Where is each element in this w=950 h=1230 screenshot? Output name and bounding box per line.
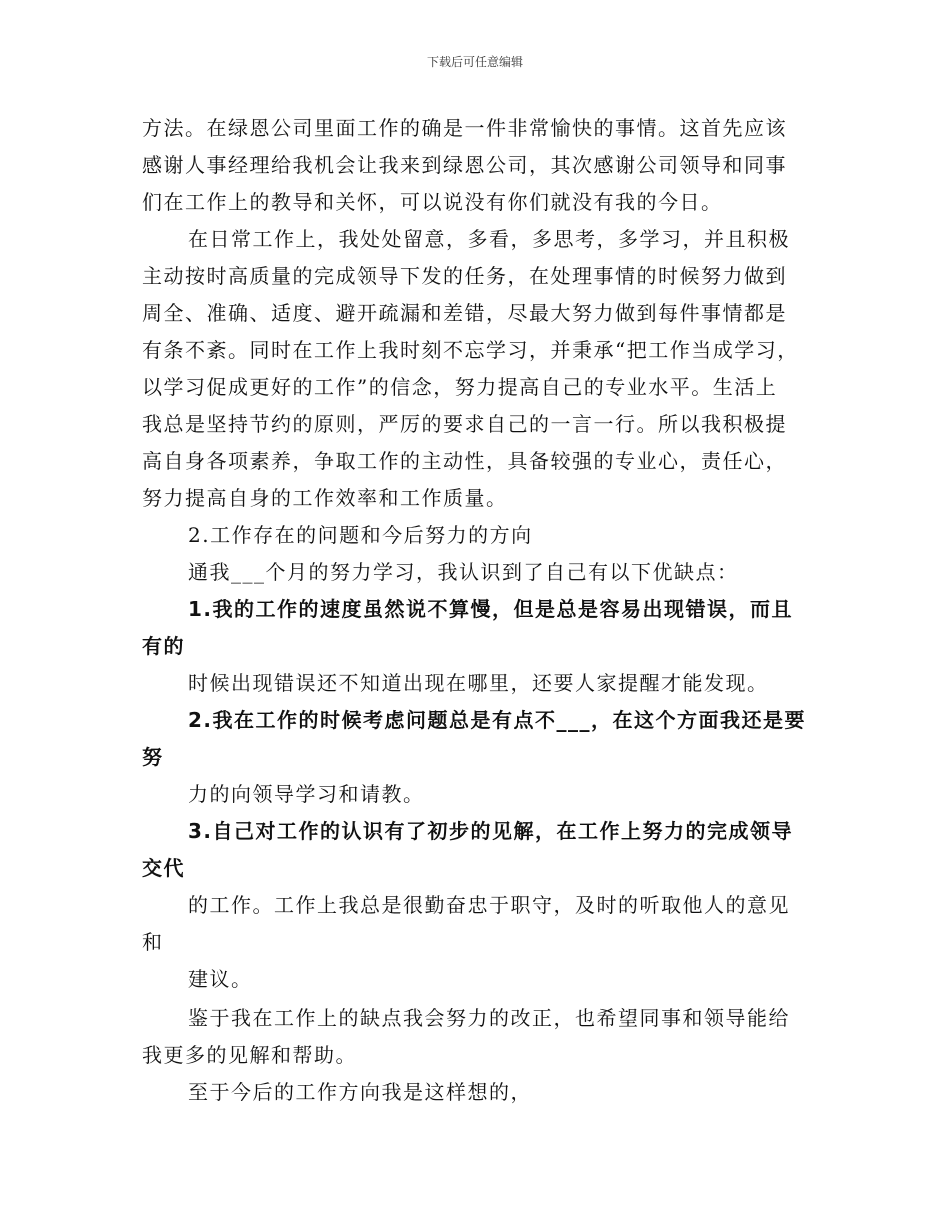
list-item-heading: 2.我在工作的时候考虑问题总是有点不___，在这个方面我还是要 xyxy=(188,708,807,732)
paragraph-line: 主动按时高质量的完成领导下发的任务，在处理事情的时候努力做到 xyxy=(142,264,787,288)
section-heading: 2.工作存在的问题和今后努力的方向 xyxy=(188,523,533,547)
paragraph-line: 的工作。工作上我总是很勤奋忠于职守，及时的听取他人的意见 xyxy=(188,893,790,917)
paragraph-line: 建议。 xyxy=(188,967,253,991)
list-item-heading: 有的 xyxy=(142,634,185,658)
paragraph-line: 我更多的见解和帮助。 xyxy=(142,1043,357,1067)
paragraph-line: 方法。在绿恩公司里面工作的确是一件非常愉快的事情。这首先应该 xyxy=(142,116,787,140)
page-header: 下载后可任意编辑 xyxy=(426,55,523,69)
paragraph-line: 鉴于我在工作上的缺点我会努力的改正，也希望同事和领导能给 xyxy=(188,1006,790,1030)
list-item-heading: 3.自己对工作的认识有了初步的见解，在工作上努力的完成领导 xyxy=(188,819,794,843)
paragraph-line: 时候出现错误还不知道出现在哪里，还要人家提醒才能发现。 xyxy=(188,671,769,695)
list-item-heading: 努 xyxy=(142,745,164,769)
list-item-heading: 1.我的工作的速度虽然说不算慢，但是总是容易出现错误，而且 xyxy=(188,597,794,621)
paragraph-line: 们在工作上的教导和关怀，可以说没有你们就没有我的今日。 xyxy=(142,190,723,214)
paragraph-line: 和 xyxy=(142,930,164,954)
paragraph-line: 高自身各项素养，争取工作的主动性，具备较强的专业心，责任心， xyxy=(142,449,787,473)
paragraph-line: 我总是坚持节约的原则，严厉的要求自己的一言一行。所以我积极提 xyxy=(142,412,787,436)
paragraph-line: 力的向领导学习和请教。 xyxy=(188,782,425,806)
paragraph-line: 在日常工作上，我处处留意，多看，多思考，多学习，并且积极 xyxy=(188,227,790,251)
list-item-heading: 交代 xyxy=(142,856,185,880)
paragraph-line: 周全、准确、适度、避开疏漏和差错，尽最大努力做到每件事情都是 xyxy=(142,301,787,325)
paragraph-line: 有条不紊。同时在工作上我时刻不忘学习，并秉承“把工作当成学习， xyxy=(142,338,799,362)
paragraph-line: 至于今后的工作方向我是这样想的， xyxy=(188,1080,532,1104)
paragraph-line: 以学习促成更好的工作”的信念，努力提高自己的专业水平。生活上 xyxy=(142,375,778,399)
paragraph-line: 通我___个月的努力学习，我认识到了自己有以下优缺点： xyxy=(188,560,739,584)
paragraph-line: 努力提高自身的工作效率和工作质量。 xyxy=(142,486,508,510)
paragraph-line: 感谢人事经理给我机会让我来到绿恩公司，其次感谢公司领导和同事 xyxy=(142,153,787,177)
